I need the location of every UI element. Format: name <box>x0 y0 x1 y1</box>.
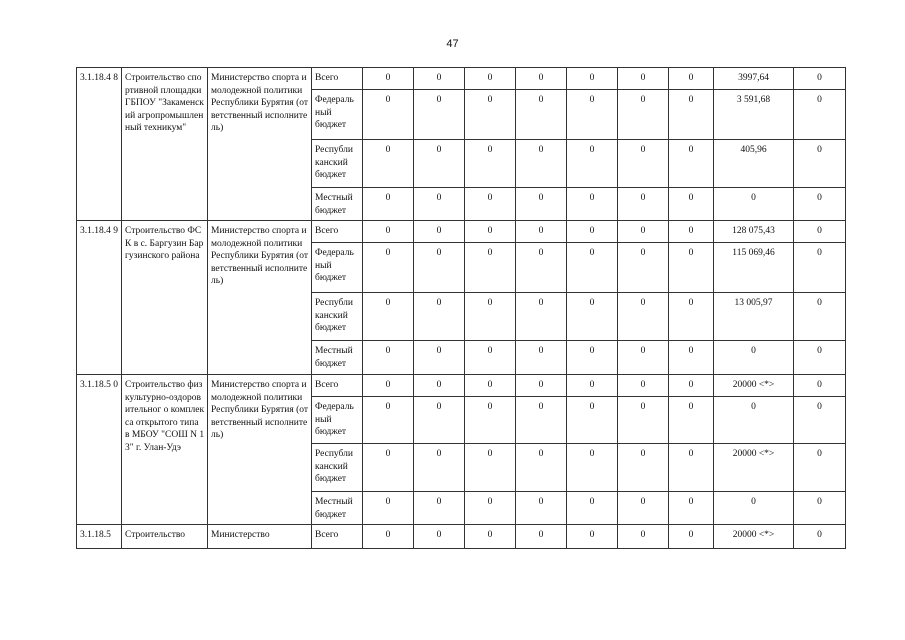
value-cell: 0 <box>567 525 618 549</box>
value-cell: 0 <box>794 341 846 375</box>
value-cell: 0 <box>363 221 414 243</box>
budget-source-label: Республи канский бюджет <box>312 444 363 492</box>
value-cell: 0 <box>669 140 714 188</box>
value-cell: 0 <box>414 90 465 140</box>
value-cell: 0 <box>414 188 465 221</box>
budget-source-label: Всего <box>312 525 363 549</box>
value-cell: 0 <box>465 525 516 549</box>
value-cell: 3997,64 <box>714 68 794 90</box>
value-cell: 0 <box>567 397 618 444</box>
value-cell: 0 <box>669 525 714 549</box>
value-cell: 0 <box>794 397 846 444</box>
budget-source-label: Местный бюджет <box>312 341 363 375</box>
table-row <box>77 68 846 90</box>
value-cell: 405,96 <box>714 140 794 188</box>
budget-source-label: Федераль ный бюджет <box>312 243 363 293</box>
value-cell: 0 <box>414 243 465 293</box>
budget-source-label: Федераль ный бюджет <box>312 90 363 140</box>
budget-source-label: Республи канский бюджет <box>312 293 363 341</box>
object-name: Строительство спортивной площадки ГБПОУ "Закаменский агропромышлен ный техникум" <box>122 68 208 221</box>
object-name: Строительство ФСК в с. Баргузин Баргузинского района <box>122 221 208 375</box>
value-cell: 0 <box>669 492 714 525</box>
value-cell: 0 <box>567 90 618 140</box>
value-cell: 0 <box>465 444 516 492</box>
value-cell: 0 <box>794 293 846 341</box>
value-cell: 0 <box>618 221 669 243</box>
value-cell: 20000 <*> <box>714 375 794 397</box>
value-cell: 0 <box>363 140 414 188</box>
budget-source-label: Местный бюджет <box>312 188 363 221</box>
value-cell: 0 <box>465 243 516 293</box>
value-cell: 0 <box>465 140 516 188</box>
value-cell: 0 <box>414 444 465 492</box>
budget-source-label: Всего <box>312 221 363 243</box>
value-cell: 0 <box>714 492 794 525</box>
value-cell: 0 <box>414 341 465 375</box>
value-cell: 0 <box>669 293 714 341</box>
value-cell: 0 <box>363 375 414 397</box>
value-cell: 0 <box>414 221 465 243</box>
value-cell: 0 <box>363 492 414 525</box>
value-cell: 0 <box>618 375 669 397</box>
value-cell: 0 <box>516 397 567 444</box>
row-code: 3.1.18.5 0 <box>77 375 122 525</box>
value-cell: 0 <box>794 140 846 188</box>
executor: Министерство спорта и молодежной политики Республики Бурятия (ответственный исполнитель) <box>208 375 312 525</box>
row-code: 3.1.18.4 8 <box>77 68 122 221</box>
value-cell: 0 <box>516 90 567 140</box>
value-cell: 0 <box>516 293 567 341</box>
value-cell: 0 <box>567 341 618 375</box>
value-cell: 0 <box>465 68 516 90</box>
value-cell: 0 <box>465 90 516 140</box>
value-cell: 0 <box>618 397 669 444</box>
value-cell: 0 <box>794 444 846 492</box>
value-cell: 0 <box>414 492 465 525</box>
value-cell: 0 <box>465 221 516 243</box>
value-cell: 0 <box>618 341 669 375</box>
table-row <box>77 525 846 549</box>
value-cell: 0 <box>794 492 846 525</box>
value-cell: 0 <box>465 341 516 375</box>
value-cell: 0 <box>618 243 669 293</box>
value-cell: 0 <box>567 68 618 90</box>
value-cell: 0 <box>567 375 618 397</box>
value-cell: 0 <box>567 293 618 341</box>
value-cell: 0 <box>516 140 567 188</box>
value-cell: 0 <box>414 293 465 341</box>
budget-table <box>76 67 846 549</box>
executor: Министерство <box>208 525 312 549</box>
value-cell: 0 <box>669 341 714 375</box>
value-cell: 0 <box>363 444 414 492</box>
row-code: 3.1.18.4 9 <box>77 221 122 375</box>
value-cell: 0 <box>669 243 714 293</box>
value-cell: 0 <box>669 221 714 243</box>
value-cell: 13 005,97 <box>714 293 794 341</box>
value-cell: 0 <box>516 492 567 525</box>
value-cell: 0 <box>414 397 465 444</box>
budget-source-label: Федераль ный бюджет <box>312 397 363 444</box>
value-cell: 0 <box>516 221 567 243</box>
value-cell: 0 <box>465 492 516 525</box>
value-cell: 0 <box>618 140 669 188</box>
budget-source-label: Местный бюджет <box>312 492 363 525</box>
value-cell: 0 <box>618 444 669 492</box>
value-cell: 0 <box>794 243 846 293</box>
value-cell: 0 <box>414 375 465 397</box>
value-cell: 0 <box>465 293 516 341</box>
value-cell: 0 <box>567 444 618 492</box>
value-cell: 0 <box>618 188 669 221</box>
value-cell: 0 <box>516 243 567 293</box>
value-cell: 0 <box>669 375 714 397</box>
value-cell: 0 <box>669 444 714 492</box>
value-cell: 0 <box>363 90 414 140</box>
executor: Министерство спорта и молодежной политики Республики Бурятия (ответственный исполнитель) <box>208 68 312 221</box>
value-cell: 0 <box>363 341 414 375</box>
row-code: 3.1.18.5 <box>77 525 122 549</box>
value-cell: 0 <box>414 525 465 549</box>
value-cell: 128 075,43 <box>714 221 794 243</box>
value-cell: 0 <box>414 68 465 90</box>
page-number: 47 <box>446 38 459 50</box>
value-cell: 0 <box>363 68 414 90</box>
table-row <box>77 375 846 397</box>
value-cell: 0 <box>465 375 516 397</box>
value-cell: 0 <box>669 90 714 140</box>
value-cell: 0 <box>567 188 618 221</box>
object-name: Строительство физкультурно-оздоровительног о комплекса открытого типа в МБОУ "СОШ N 13" г. Улан-Удэ <box>122 375 208 525</box>
value-cell: 0 <box>618 492 669 525</box>
value-cell: 0 <box>618 293 669 341</box>
value-cell: 0 <box>618 68 669 90</box>
value-cell: 0 <box>618 90 669 140</box>
value-cell: 20000 <*> <box>714 525 794 549</box>
value-cell: 0 <box>465 188 516 221</box>
value-cell: 0 <box>567 243 618 293</box>
budget-source-label: Республи канский бюджет <box>312 140 363 188</box>
table-row <box>77 221 846 243</box>
value-cell: 0 <box>363 525 414 549</box>
value-cell: 0 <box>567 492 618 525</box>
value-cell: 0 <box>669 397 714 444</box>
value-cell: 0 <box>794 525 846 549</box>
value-cell: 0 <box>516 444 567 492</box>
value-cell: 0 <box>567 140 618 188</box>
value-cell: 0 <box>794 68 846 90</box>
value-cell: 0 <box>618 525 669 549</box>
value-cell: 0 <box>669 68 714 90</box>
value-cell: 0 <box>363 293 414 341</box>
value-cell: 20000 <*> <box>714 444 794 492</box>
value-cell: 0 <box>516 375 567 397</box>
value-cell: 0 <box>363 243 414 293</box>
value-cell: 3 591,68 <box>714 90 794 140</box>
value-cell: 0 <box>714 341 794 375</box>
value-cell: 0 <box>516 341 567 375</box>
value-cell: 0 <box>414 140 465 188</box>
value-cell: 0 <box>516 68 567 90</box>
value-cell: 0 <box>465 397 516 444</box>
value-cell: 0 <box>516 188 567 221</box>
executor: Министерство спорта и молодежной политики Республики Бурятия (ответственный исполнитель) <box>208 221 312 375</box>
budget-source-label: Всего <box>312 68 363 90</box>
value-cell: 115 069,46 <box>714 243 794 293</box>
value-cell: 0 <box>714 397 794 444</box>
value-cell: 0 <box>794 221 846 243</box>
value-cell: 0 <box>516 525 567 549</box>
value-cell: 0 <box>567 221 618 243</box>
value-cell: 0 <box>363 397 414 444</box>
value-cell: 0 <box>714 188 794 221</box>
value-cell: 0 <box>363 188 414 221</box>
budget-source-label: Всего <box>312 375 363 397</box>
value-cell: 0 <box>794 375 846 397</box>
value-cell: 0 <box>669 188 714 221</box>
value-cell: 0 <box>794 188 846 221</box>
value-cell: 0 <box>794 90 846 140</box>
object-name: Строительство <box>122 525 208 549</box>
